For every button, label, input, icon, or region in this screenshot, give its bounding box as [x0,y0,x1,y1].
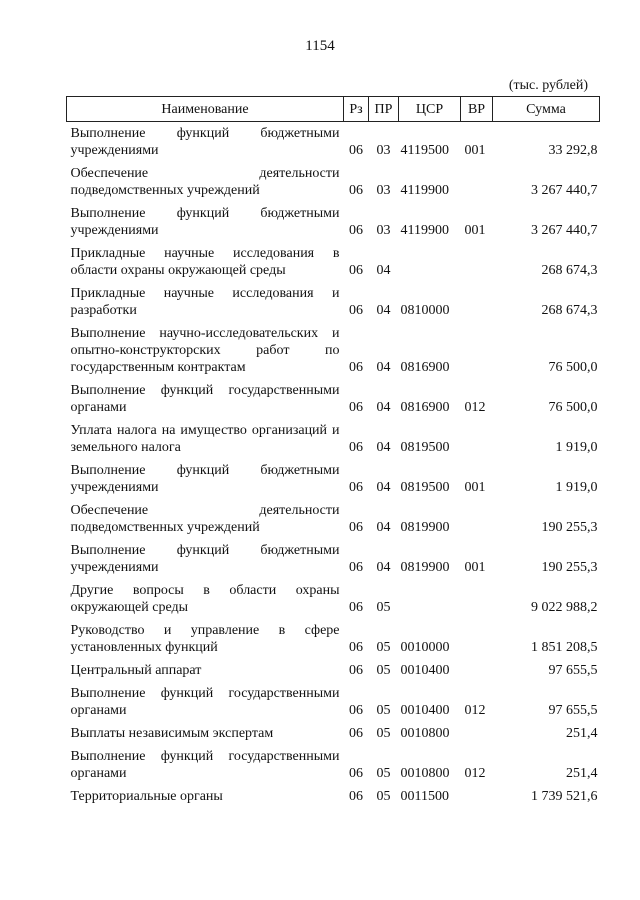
row-csr: 0819500 [400,440,450,455]
row-rz: 06 [349,263,363,278]
row-vr: 001 [464,480,486,495]
row-rz: 06 [349,640,363,655]
row-name: Выполнение функций бюджетными учреждениями [70,543,340,575]
header-sum: Сумма [493,97,600,122]
row-vr [461,722,493,745]
row-rz: 06 [349,520,363,535]
row-name: Руководство и управление в сфере установленных функций [70,623,340,655]
row-sum: 251,4 [566,766,598,781]
row-csr [399,579,461,619]
row-csr: 0010400 [400,703,450,718]
row-rz: 06 [349,400,363,415]
row-vr: 012 [464,766,486,781]
row-vr: 001 [464,223,486,238]
row-name: Территориальные органы [70,789,223,804]
row-pr: 05 [376,789,391,804]
row-name: Другие вопросы в области охраны окружающей среды [70,583,340,615]
row-rz: 06 [349,143,363,158]
table-row [67,282,600,322]
row-name: Обеспечение деятельности подведомственных учреждений [70,503,340,535]
row-csr: 0819900 [400,560,450,575]
row-pr: 05 [376,600,391,615]
table-row [67,539,600,579]
row-pr: 03 [376,143,391,158]
page-number: 1154 [305,38,335,54]
row-rz: 06 [349,480,363,495]
row-name: Обеспечение деятельности подведомственных учреждений [70,166,340,198]
row-rz: 06 [349,223,363,238]
row-vr [461,619,493,659]
row-rz: 06 [349,303,363,318]
row-rz: 06 [349,360,363,375]
row-vr: 012 [464,703,486,718]
budget-table [66,96,600,808]
table-row [67,722,600,745]
table-row [67,162,600,202]
row-sum: 97 655,5 [548,703,598,718]
row-rz: 06 [349,663,363,678]
row-sum: 268 674,3 [541,303,598,318]
row-sum: 251,4 [566,726,598,741]
table-row [67,659,600,682]
row-sum: 76 500,0 [548,400,598,415]
table-row [67,202,600,242]
row-name: Выполнение функций государственными органами [70,686,340,718]
header-pr: ПР [369,97,399,122]
row-rz: 06 [349,726,363,741]
table-row [67,322,600,379]
row-name: Выполнение функций бюджетными учреждениями [70,463,340,495]
row-pr: 05 [376,703,391,718]
header-csr: ЦСР [399,97,461,122]
row-pr: 05 [376,663,391,678]
row-pr: 05 [376,766,391,781]
table-row [67,745,600,785]
row-sum: 9 022 988,2 [531,600,598,615]
row-pr: 04 [376,400,391,415]
row-pr: 04 [376,480,391,495]
row-pr: 04 [376,560,391,575]
row-rz: 06 [349,703,363,718]
table-row [67,419,600,459]
row-pr: 05 [376,640,391,655]
row-rz: 06 [349,600,363,615]
row-csr: 0810000 [400,303,450,318]
row-csr: 0819500 [400,480,450,495]
row-name: Прикладные научные исследования и разработки [70,286,340,318]
table-row [67,122,600,163]
row-csr [399,242,461,282]
units-label: (тыс. рублей) [508,78,588,93]
row-vr [461,242,493,282]
row-vr [461,322,493,379]
row-sum: 1 919,0 [555,440,598,455]
table-row [67,242,600,282]
row-vr [461,282,493,322]
row-vr: 001 [464,143,486,158]
row-rz: 06 [349,560,363,575]
row-sum: 190 255,3 [541,520,598,535]
row-rz: 06 [349,789,363,804]
row-vr: 001 [464,560,486,575]
row-vr [461,579,493,619]
row-name: Выполнение функций бюджетными учреждениями [70,206,340,238]
row-pr: 04 [376,303,391,318]
table-header [67,97,600,122]
row-csr: 0819900 [400,520,450,535]
row-sum: 1 851 208,5 [531,640,598,655]
row-vr: 012 [464,400,486,415]
row-sum: 33 292,8 [548,143,598,158]
row-csr: 4119900 [400,223,449,238]
header-vr: ВР [461,97,493,122]
table-row [67,682,600,722]
row-csr: 4119900 [400,183,449,198]
table-row [67,379,600,419]
row-name: Выплаты независимым экспертам [70,726,274,741]
table-body [67,122,600,809]
row-csr: 0010000 [400,640,450,655]
row-pr: 04 [376,360,391,375]
row-sum: 190 255,3 [541,560,598,575]
row-sum: 97 655,5 [548,663,598,678]
row-pr: 03 [376,223,391,238]
row-pr: 04 [376,263,391,278]
row-vr [461,785,493,808]
row-name: Центральный аппарат [70,663,202,678]
table-row [67,459,600,499]
row-vr [461,419,493,459]
row-csr: 0011500 [400,789,449,804]
table-row [67,579,600,619]
table-row [67,499,600,539]
row-pr: 03 [376,183,391,198]
row-rz: 06 [349,766,363,781]
row-sum: 268 674,3 [541,263,598,278]
row-vr [461,659,493,682]
table-row [67,785,600,808]
row-vr [461,162,493,202]
row-rz: 06 [349,183,363,198]
header-name: Наименование [67,97,344,122]
header-rz: Рз [344,97,369,122]
row-rz: 06 [349,440,363,455]
row-csr: 0010400 [400,663,450,678]
row-pr: 04 [376,520,391,535]
row-name: Уплата налога на имущество организаций и земельного налога [70,423,340,455]
row-csr: 0816900 [400,400,450,415]
row-name: Выполнение функций государственными органами [70,383,340,415]
row-csr: 0816900 [400,360,450,375]
row-csr: 4119500 [400,143,449,158]
row-name: Выполнение научно-исследовательских и опытно-конструкторских работ по государственным контрактам [70,326,340,375]
row-pr: 04 [376,440,391,455]
row-name: Прикладные научные исследования в области охраны окружающей среды [70,246,340,278]
row-csr: 0010800 [400,766,450,781]
row-name: Выполнение функций государственными органами [70,749,340,781]
row-vr [461,499,493,539]
row-sum: 1 739 521,6 [531,789,598,804]
row-sum: 1 919,0 [555,480,598,495]
row-csr: 0010800 [400,726,450,741]
row-pr: 05 [376,726,391,741]
table-row [67,619,600,659]
row-sum: 76 500,0 [548,360,598,375]
row-name: Выполнение функций бюджетными учреждениями [70,126,340,158]
row-sum: 3 267 440,7 [531,223,598,238]
row-sum: 3 267 440,7 [531,183,598,198]
